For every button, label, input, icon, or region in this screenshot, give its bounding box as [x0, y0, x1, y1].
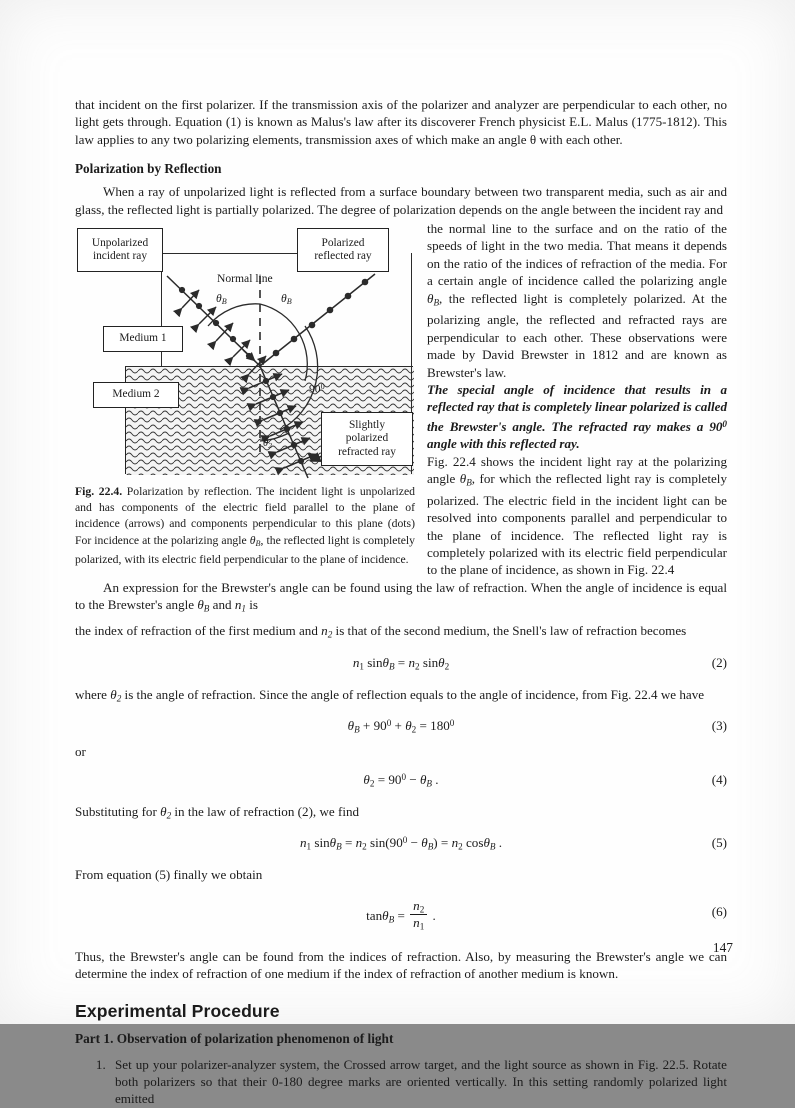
right-col-p2-text-b: angle with this reflected ray. — [427, 436, 580, 452]
label-box-medium-1 — [103, 326, 183, 352]
label-box-polarized-reflected-ray — [297, 228, 389, 272]
equation-5: $n_1$ $\sin\theta_B = n_2$ $\sin(90^0 - \theta_B) = n_2$ cosθ$_B$ . — [299, 835, 503, 852]
intro-paragraph: that incident on the first polarizer. If the transmission axis of the polarizer and analyzer are perpendicular to each other, no light gets through. Equation (1) is known as Malus's law after its discoverer French physicist E.L. Malus (1775-1812). This law applies to any two polarizing elements, transmission axes of which make an angle θ with each other. — [75, 97, 727, 147]
eq-lead-1-a: the index of refraction of the first medium and — [75, 622, 322, 638]
equation-4: $\theta_2 = 90^0 - \theta_B$ . — [363, 771, 439, 789]
section-paragraph: When a ray of unpolarized light is reflected from a surface boundary between two transparent media, such as air and glass, the reflected light is partially polarized. The degree of polarization depends on the angle between the incident ray and — [75, 184, 727, 217]
eq-lead-2-theta2: $\theta_2$ — [110, 686, 122, 703]
label-box-unpolarized-incident-ray — [77, 228, 163, 272]
label-theta-b-left: $\theta_B$ — [216, 292, 227, 307]
right-col-p1-text-b: , the reflected light is completely polarized. At the polarizing angle, the reflected and refracted rays are perpendicular to each other. These observations were made by David Brewster in 1812 and are known as Brewster's law. — [427, 290, 727, 380]
figure-caption-text-a: Polarization by reflection. The incident light is unpolarized and has components of the electric field parallel to the plane of incidence (arrows) and components perpendicular to this plane (dots) For incidence at the polarizing angle — [75, 485, 416, 547]
right-col-p4-theta: $\theta_B$ — [197, 597, 210, 614]
equation-lead-in-4: From equation (5) finally we obtain — [75, 867, 263, 883]
right-col-p4-text-a: An expression for the Brewster's angle can be found using the law of refraction. When the angle of incidence is equal to the Brewster's angle — [75, 579, 727, 613]
equation-6-number: (6) — [711, 903, 727, 919]
equation-5-row — [75, 835, 727, 855]
equation-5-number: (5) — [711, 835, 727, 851]
equation-6: tanθ$_B$ = $\frac{n_2}{n_1}$ . — [366, 897, 436, 932]
label-box-slightly-polarized-refracted-ray — [321, 412, 413, 466]
figure-caption-text-b: , the reflected light is completely polarized, with its electric field perpendicular to the plane of incidence. — [75, 533, 415, 566]
figure-block — [75, 226, 415, 568]
page-number: 147 — [712, 940, 733, 955]
right-col-p4-n1: $n_1$ — [234, 597, 246, 614]
procedure-step-1: 1. Set up your polarizer-analyzer system, the Crossed arrow target, and the light source as shown in Fig. 22.5. Rotate both polarizers so that their 0-180 degree marks are oriented vertically. In this setting randomly polarized light emitted — [109, 1056, 727, 1108]
label-unpolarized-incident-ray: Unpolarized incident ray — [91, 236, 149, 263]
right-col-p1-text-a: the normal line to the surface and on the ratio of the speeds of light in the two media. That means it depends on the ratio of the indices of refraction of the media. For a certain angle of incidence called the polarizing angle — [427, 221, 727, 289]
page-content — [75, 96, 727, 1108]
eq-lead-2-b: is the angle of refraction. Since the angle of reflection equals to the angle of incidence, from Fig. 22.4 we have — [121, 686, 705, 702]
right-col-paragraph-4 — [75, 579, 727, 618]
right-col-p3-text-b: , for which the reflected light ray is completely polarized. The electric field in the incident light can be resolved into components parallel and perpendicular to the plane of incidence. The reflected light ray is completely polarized with its electric field perpendicular to the plane of incidence, as shown in Fig. 22.4 — [427, 471, 727, 578]
equation-lead-in-2 — [75, 686, 727, 708]
label-box-medium-2 — [93, 382, 179, 408]
figure-caption-theta: $\theta_B$ — [249, 533, 261, 548]
right-col-p4-text-b: is — [245, 597, 258, 613]
label-theta-b-right: $\theta_B$ — [281, 292, 292, 307]
label-medium-1: Medium 1 — [119, 332, 167, 345]
heading-part-1: Part 1. Observation of polarization phenomenon of light — [75, 1030, 394, 1046]
right-col-p4-mid: and — [209, 597, 235, 613]
right-col-p3-theta: $\theta_B$ — [459, 471, 472, 488]
label-angle-90-degrees: $90^0$ — [309, 382, 325, 396]
equation-3-number: (3) — [711, 718, 727, 734]
equation-4-number: (4) — [711, 771, 727, 787]
label-slightly-polarized-refracted-ray: Slightly polarized refracted ray — [338, 418, 396, 458]
equation-lead-in-1 — [75, 622, 727, 644]
equation-3-row — [75, 718, 727, 738]
eq-lead-2-a: where — [75, 686, 111, 702]
label-polarized-reflected-ray: Polarized reflected ray — [314, 236, 372, 263]
label-normal-line: Normal line — [217, 272, 273, 286]
eq-lead-1-b: is that of the second medium, the Snell's law of refraction becomes — [332, 622, 687, 638]
eq-lead-3-b: in the law of refraction (2), we find — [171, 803, 360, 819]
procedure-steps-list — [75, 1056, 727, 1108]
figure-caption — [75, 484, 415, 568]
right-col-p3-text-a: Fig. 22.4 shows the incident light ray at the polarizing angle — [427, 453, 727, 487]
equation-6-row — [75, 898, 727, 932]
equation-4-row — [75, 772, 727, 792]
equation-3: $\theta_B + 90^0 + \theta_2 = 180^0$ — [347, 718, 455, 735]
label-medium-2: Medium 2 — [112, 388, 160, 401]
equation-lead-in-3 — [75, 803, 727, 825]
heading-experimental-procedure: Experimental Procedure — [75, 1000, 280, 1021]
right-col-p2-text-a: The special angle of incidence that results in a reflected ray that is completely linear polarized is called the Brewster's angle. The refracted ray makes a 90 — [427, 381, 727, 434]
angle-arc-theta-b-reflected — [260, 304, 307, 381]
closing-paragraph: Thus, the Brewster's angle can be found from the indices of refraction. Also, by measuring the Brewster's angle we can determine the index of refraction of one medium if the index of refraction of another medium is known. — [75, 948, 727, 982]
equation-2: $n_1$ $\sin\theta_B = n_2$ sinθ$_2$ — [352, 654, 450, 671]
or-label: or — [75, 744, 86, 760]
eq-lead-1-n2: $n_2$ — [321, 622, 333, 640]
equation-2-number: (2) — [711, 654, 727, 670]
figure-22-4-diagram — [75, 226, 413, 478]
fraction-n2-over-n1: $\frac{n_2}{n_1}$ — [410, 898, 427, 932]
label-theta-2: $\theta_2$ — [263, 438, 272, 450]
right-col-p2-superscript: 0 — [722, 418, 727, 429]
right-col-p1-theta: $\theta_B$ — [427, 290, 440, 307]
equation-2-row — [75, 655, 727, 675]
eq-lead-3-theta2: $\theta_2$ — [160, 803, 172, 820]
section-heading-polarization-by-reflection: Polarization by Reflection — [75, 161, 222, 177]
eq-lead-3-a: Substituting for — [75, 803, 161, 819]
angle-arc-90-degrees — [280, 326, 318, 430]
figure-caption-label: Fig. 22.4. — [75, 485, 123, 499]
